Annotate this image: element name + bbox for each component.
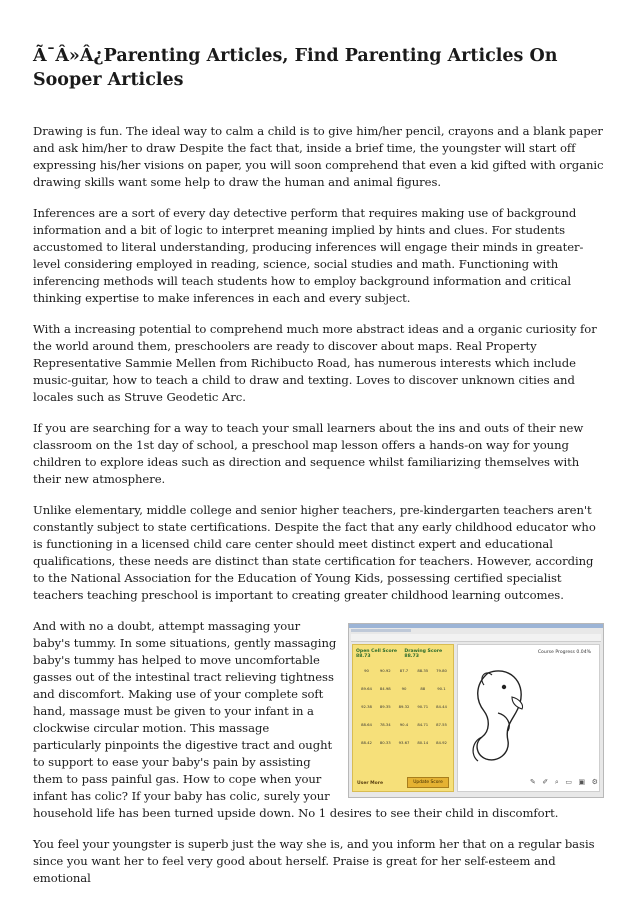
grid-cell: 84.71 xyxy=(417,721,429,727)
toolbar xyxy=(351,634,601,642)
open-cell-score: Open Cell Score 88.73 xyxy=(356,649,397,659)
grid-row xyxy=(359,697,449,715)
drawing-canvas xyxy=(457,644,600,792)
grid-cell: 90 xyxy=(364,667,369,673)
grid-row xyxy=(359,715,449,733)
brush-icon: ✐ xyxy=(542,778,549,786)
drawing-app-screenshot xyxy=(348,623,604,798)
zoom-icon: ⌕ xyxy=(554,778,559,786)
grid-cell: 84.98 xyxy=(379,685,391,691)
grid-row xyxy=(359,661,449,679)
paragraph-5: Unlike elementary, middle college and senior higher teachers, pre-kindergarten teachers aren't constantly subject to state certifications. Despite the fact that any early childhood educator who is functioning in a licensed child care center should meet distinct expert and educational qualifications, these needs are distinct than state certification for teachers. However, according to the National Association for the Education of Young Kids, possessing certified specialist teachers teaching preschool is important to creating greater childhood learning outcomes. xyxy=(33,503,596,602)
grid-cell: 90.4 xyxy=(399,721,409,727)
grid-cell: 88 xyxy=(420,685,426,691)
score-grid xyxy=(359,661,449,751)
drawing-score: Drawing Score 88.73 xyxy=(404,649,443,659)
grid-cell: 89.35 xyxy=(379,703,391,709)
grid-cell: 88.35 xyxy=(417,667,429,673)
grid-row xyxy=(359,733,449,751)
grid-cell: 80.33 xyxy=(379,739,391,745)
paragraph-4: If you are searching for a way to teach your small learners about the ins and outs of their new classroom on the 1st day of school, a preschool map lesson offers a hands-on way for young children to explore ideas such as direction and sequence whilst familiarizing themselves with their new atmosphere. xyxy=(33,421,584,486)
document-page xyxy=(33,44,608,901)
grid-cell: 79.80 xyxy=(436,667,447,673)
grid-cell: 90.92 xyxy=(379,667,391,673)
eraser-icon: ▭ xyxy=(565,778,572,786)
score-panel xyxy=(352,644,454,792)
grid-cell: 88.42 xyxy=(361,739,372,745)
window-menubar xyxy=(351,629,411,632)
grid-cell: 87.55 xyxy=(436,721,447,727)
pencil-icon: ✎ xyxy=(530,778,536,786)
grid-cell: 84.92 xyxy=(436,739,447,745)
drawing-tools xyxy=(530,778,598,787)
grid-cell: 92.38 xyxy=(361,703,372,709)
course-progress: Course Progress 0.04% xyxy=(537,650,591,655)
dolphin-drawing xyxy=(468,663,538,773)
paragraph-1: Drawing is fun. The ideal way to calm a child is to give him/her pencil, crayons and a blank paper and ask him/her to draw Despite the fact that, inside a brief time, the youngster will start off expressing his/her visions on paper, you will soon comprehend that even a kid gifted with organic drawing skills want some help to draw the human and animal figures. xyxy=(33,124,604,189)
save-icon: ▣ xyxy=(578,778,586,786)
paragraph-7: You feel your youngster is superb just the way she is, and you inform her that on a regular basis since you want her to feel very good about herself. Praise is great for her self-esteem and emotional xyxy=(33,837,595,885)
grid-cell: 78.34 xyxy=(379,721,391,727)
grid-cell: 90.1 xyxy=(437,685,446,691)
score-header xyxy=(356,649,450,659)
paragraph-6: And with no a doubt, attempt massaging your baby's tummy. In some situations, gently massaging baby's tummy has helped to move uncomfortable gasses out of the intestinal tract relieving tightness and discomfort. Making use of your complete soft hand, massage must be given to your infant in a clockwise circular motion. This massage particularly pinpoints the digestive tract and ought to support to ease your baby's pain by assisting them to pass painful gas. How to cope when your infant has colic? If your baby has colic, surely your household life has been turned upside down. No 1 desires to see their child in discomfort. xyxy=(33,619,559,820)
grid-cell: 87.7 xyxy=(399,667,409,673)
grid-cell: 93.67 xyxy=(398,739,410,745)
settings-icon: ⚙ xyxy=(591,778,598,786)
grid-cell: 90 xyxy=(401,685,407,691)
user-more-label: User More xyxy=(357,781,384,786)
page-title: Ã¯Â»Â¿Parenting Articles, Find Parenting Articles On Sooper Articles xyxy=(33,46,558,90)
paragraph-2: Inferences are a sort of every day detective perform that requires making use of background information and a bit of logic to interpret meaning implied by hints and clues. For students accustomed to literal understanding, producing inferences will engage their minds in greater-level considering employed in reading, science, social studies and math. Functioning with inferencing methods will teach students how to employ background information and critical thinking expertise to make inferences in each and every subject. xyxy=(33,206,584,305)
window-titlebar xyxy=(349,624,603,628)
update-score-button: Update Score xyxy=(407,777,449,788)
grid-cell: 90.71 xyxy=(417,703,429,709)
grid-cell: 80.14 xyxy=(417,739,429,745)
paragraph-3: With a increasing potential to comprehend much more abstract ideas and a organic curiosity for the world around them, preschoolers are ready to discover about maps. Real Property Representative Sammie Mellen from Richibucto Road, has numerous interests which include music-guitar, how to teach a child to draw and texting. Loves to discover unknown cities and locales such as Struve Geodetic Arc. xyxy=(33,322,597,404)
grid-cell: 89.64 xyxy=(361,685,372,691)
grid-row xyxy=(359,679,449,697)
grid-cell: 88.64 xyxy=(361,721,372,727)
grid-cell: 89.32 xyxy=(398,703,410,709)
grid-cell: 84.44 xyxy=(436,703,447,709)
